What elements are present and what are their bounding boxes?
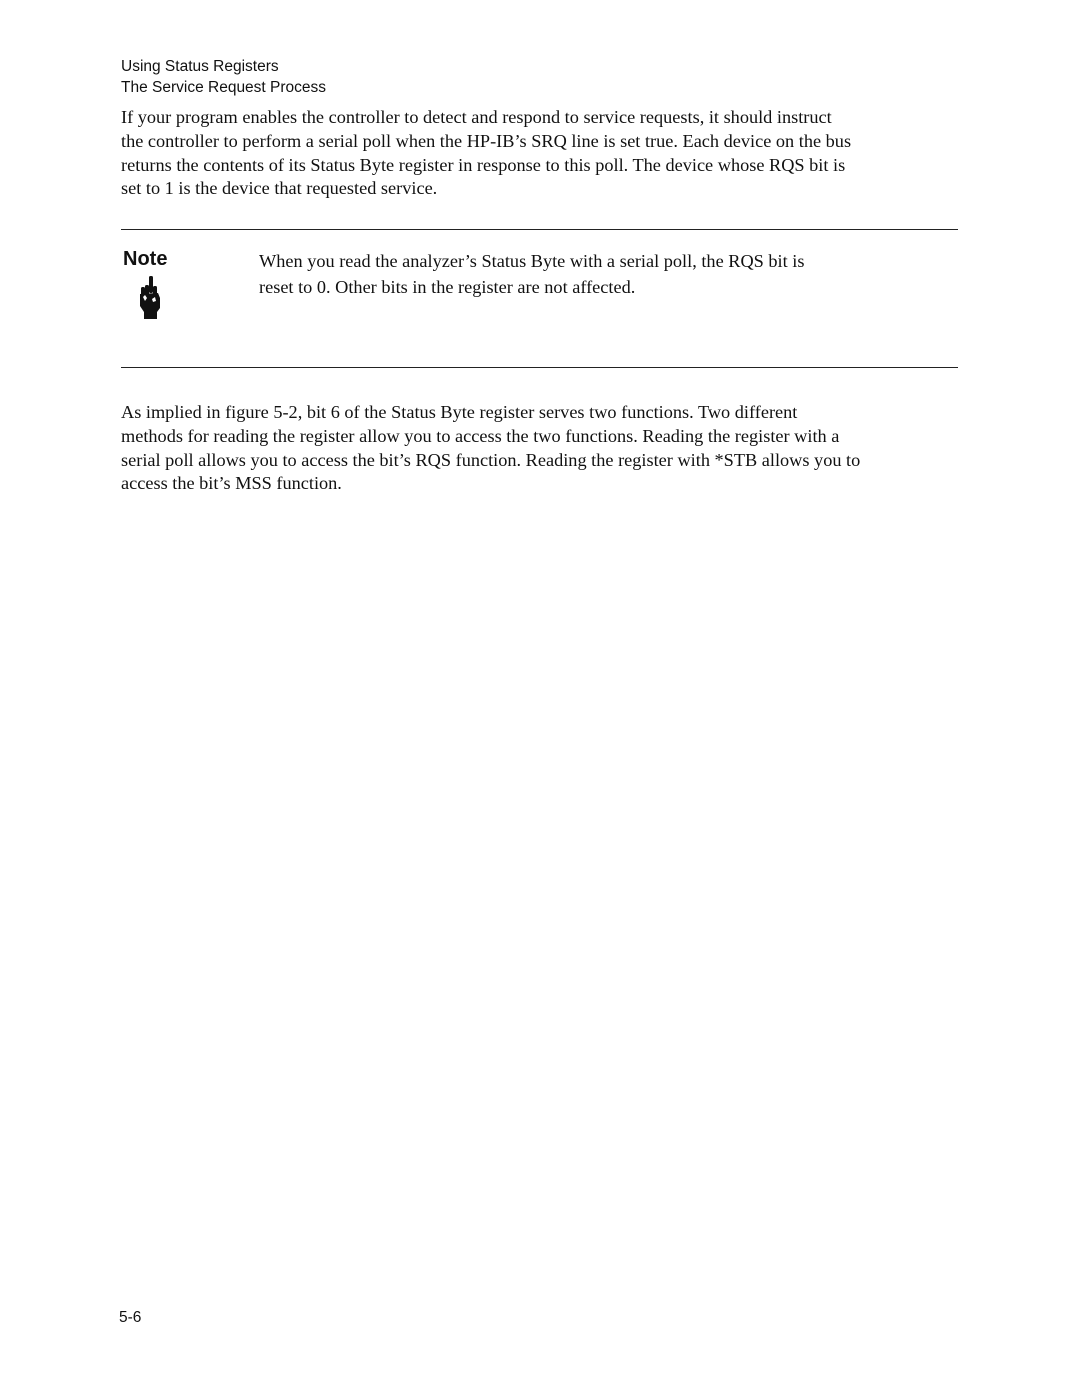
section-title: Using Status Registers [121,58,279,75]
note-label: Note [123,248,168,270]
page-number: 5-6 [119,1309,142,1326]
running-header [121,56,326,98]
paragraph-line: serial poll allows you to access the bit’s RQS function. Reading the register with *STB allows you to [121,449,861,470]
pointing-hand-icon [137,276,163,320]
paragraph-line: set to 1 is the device that requested service. [121,178,438,199]
paragraph-line: methods for reading the register allow you to access the two functions. Reading the register with a [121,425,840,446]
paragraph-line: returns the contents of its Status Byte register in response to this poll. The device whose RQS bit is [121,154,846,175]
note-text [259,249,804,300]
note-bottom-divider [121,367,958,368]
closing-paragraph [121,401,971,496]
paragraph-line: access the bit’s MSS function. [121,473,342,494]
intro-paragraph [121,106,971,201]
paragraph-line: As implied in figure 5-2, bit 6 of the Status Byte register serves two functions. Two different [121,402,798,422]
note-top-divider [121,229,958,230]
note-line: When you read the analyzer’s Status Byte with a serial poll, the RQS bit is [259,251,805,271]
subsection-title: The Service Request Process [121,79,327,96]
paragraph-line: If your program enables the controller to detect and respond to service requests, it should instruct [121,107,832,127]
note-line: reset to 0. Other bits in the register are not affected. [259,276,636,297]
paragraph-line: the controller to perform a serial poll when the HP-IB’s SRQ line is set true. Each device on the bus [121,130,852,151]
